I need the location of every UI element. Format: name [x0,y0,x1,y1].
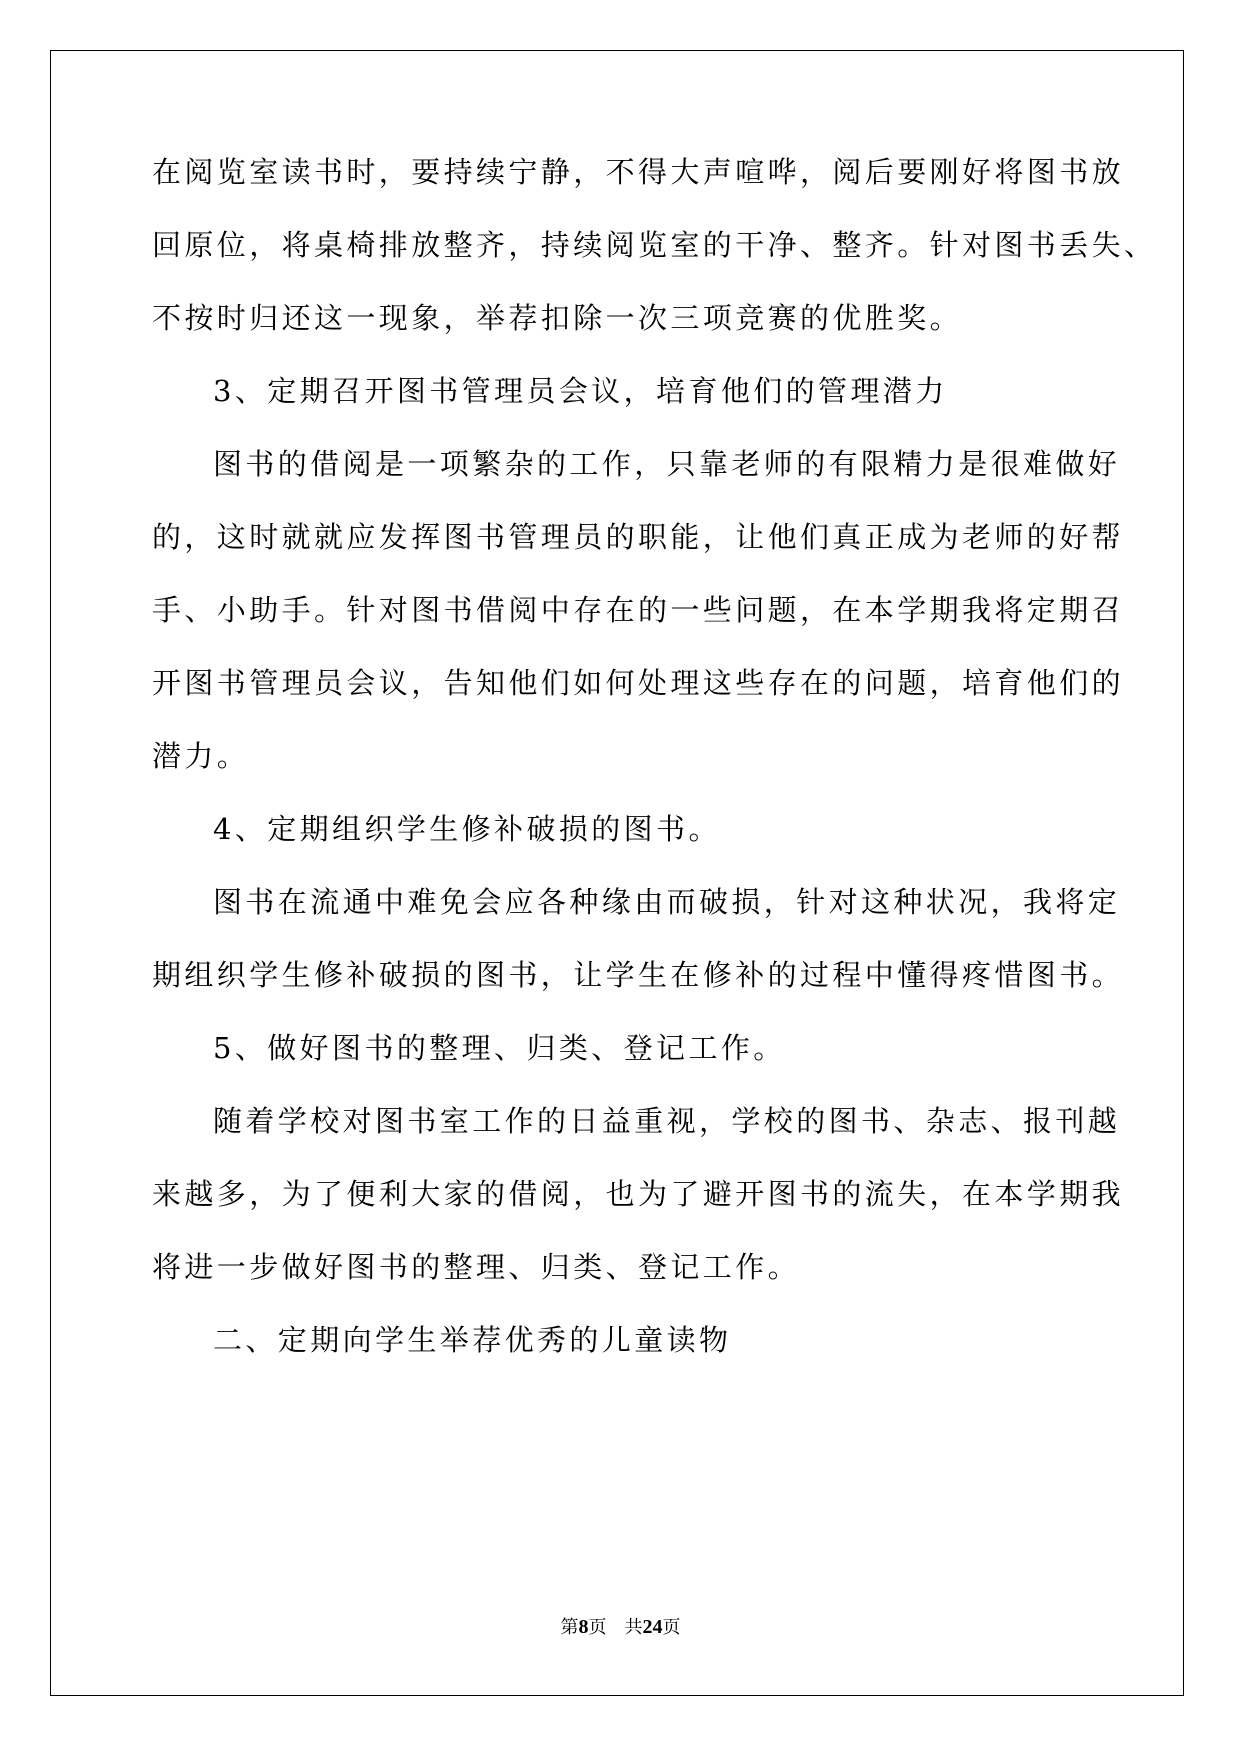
section-heading: 5、做好图书的整理、归类、登记工作。 [213,1031,786,1065]
text-line: 期组织学生修补破损的图书，让学生在修补的过程中懂得疼惜图书。 [152,958,1125,992]
text-line: 图书的借阅是一项繁杂的工作，只靠老师的有限精力是很难做好 [213,447,1121,481]
text-line: 开图书管理员会议，告知他们如何处理这些存在的问题，培育他们的 [152,666,1125,700]
text-line: 来越多，为了便利大家的借阅，也为了避开图书的流失，在本学期我 [152,1177,1125,1211]
total-pages-number: 24 [642,1616,663,1638]
current-page-number: 8 [578,1616,589,1638]
text-line: 潜力。 [152,739,250,773]
footer-middle: 页 共 [588,1617,643,1638]
footer-suffix: 页 [662,1617,681,1638]
text-line: 随着学校对图书室工作的日益重视，学校的图书、杂志、报刊越 [213,1104,1121,1138]
text-line: 在阅览室读书时，要持续宁静，不得大声喧哗，阅后要刚好将图书放 [152,155,1125,189]
text-line: 的，这时就就应发挥图书管理员的职能，让他们真正成为老师的好帮 [152,520,1125,554]
footer-prefix: 第 [560,1617,579,1638]
text-line: 将进一步做好图书的整理、归类、登记工作。 [152,1250,801,1284]
text-line: 不按时归还这一现象，举荐扣除一次三项竞赛的优胜奖。 [152,301,963,335]
section-heading: 4、定期组织学生修补破损的图书。 [213,812,721,846]
text-line: 图书在流通中难免会应各种缘由而破损，针对这种状况，我将定 [213,885,1121,919]
text-line: 回原位，将桌椅排放整齐，持续阅览室的干净、整齐。针对图书丢失、 [152,228,1157,262]
section-heading: 二、定期向学生举荐优秀的儿童读物 [213,1323,732,1357]
text-line: 手、小助手。针对图书借阅中存在的一些问题，在本学期我将定期召 [152,593,1125,627]
section-heading: 3、定期召开图书管理员会议，培育他们的管理潜力 [213,374,948,408]
page-border [50,50,1184,1696]
page-footer [0,1613,1241,1639]
